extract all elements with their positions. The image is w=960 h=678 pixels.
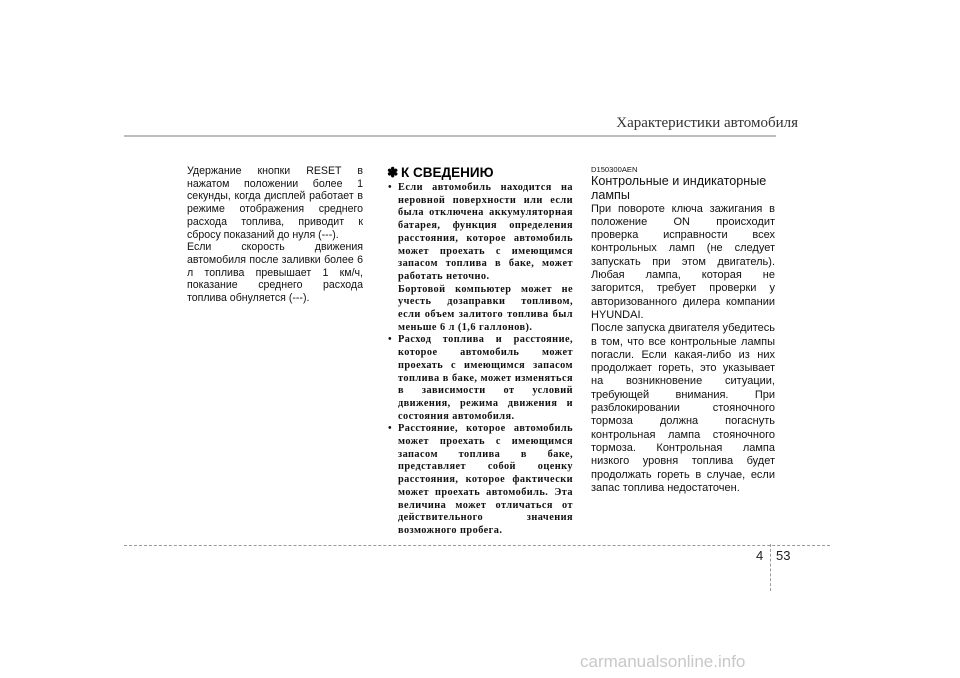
notice-heading <box>387 165 573 181</box>
notice-item <box>387 334 573 423</box>
footer-divider <box>124 545 830 546</box>
notice-title: К СВЕДЕНИЮ <box>401 165 494 180</box>
notice-item-text: Расход топлива и расстояние, которое автомобиль может проехать с имеющимся запасом топлива в баке, может изменяться в зависимости от условий движения, режима движения и состояния автомобиля. <box>398 334 573 422</box>
right-column <box>591 165 775 495</box>
page-number: 53 <box>776 548 791 563</box>
page-header-title: Характеристики автомобиля <box>616 115 798 131</box>
section-title: Контрольные и индикаторные лампы <box>591 174 767 202</box>
header-divider <box>124 135 776 137</box>
chapter-number: 4 <box>756 548 764 563</box>
notice-item <box>387 182 573 284</box>
section-code: D150300AEN <box>591 165 638 174</box>
notice-box <box>387 165 573 538</box>
notice-item-continuation: Бортовой компьютер может не учесть дозаправки топливом, если объем залитого топлива был меньше 6 л (1,6 галлонов). <box>398 283 573 333</box>
paragraph: Удержание кнопки RESET в нажатом положении более 1 секунды, когда дисплей работает в режиме отображения среднего расхода топлива, приводит к сбросу показаний до нуля (---). <box>187 165 363 241</box>
notice-item-text: Расстояние, которое автомобиль может проехать с имеющимся запасом топлива в баке, представляет собой оценку расстояния, которое фактически может проехать автомобиль. Эта величина может отличаться от действительного значения возможного пробега. <box>398 423 573 536</box>
watermark: carmanualsonline.info <box>580 652 746 671</box>
paragraph: При повороте ключа зажигания в положение ON происходит проверка исправности всех контрольных ламп (не следует запускать при этом двигатель). Любая лампа, которая не загорится, требует проверки у авторизованного дилера компании HYUNDAI. <box>591 202 775 321</box>
notice-item <box>387 423 573 537</box>
paragraph: Если скорость движения автомобиля после заливки более 6 л топлива превышает 1 км/ч, показание среднего расхода топлива обнуляется (---). <box>187 241 363 305</box>
bullet-icon: • <box>388 182 393 193</box>
paragraph: После запуска двигателя убедитесь в том, что все контрольные лампы погасли. Если какая-либо из них продолжает гореть, это указывает на возникновение ситуации, требующей внимания. При разблокировании стояночного тормоза должна погаснуть контрольная лампа стояночного тормоза. Контрольная лампа низкого уровня топлива будет продолжать гореть в случае, если запас топлива недостаточен. <box>591 322 775 494</box>
page-number-separator <box>770 544 771 591</box>
bullet-icon: • <box>388 423 393 435</box>
left-column <box>187 165 363 305</box>
notice-item-text: Если автомобиль находится на неровной поверхности или если была отключена аккумуляторная батарея, функция определения расстояния, которое автомобиль может проехать с имеющимся запасом топлива в баке, может работать неточно. <box>398 182 573 282</box>
asterisk-icon: ✽ <box>387 165 399 180</box>
bullet-icon: • <box>388 334 393 346</box>
